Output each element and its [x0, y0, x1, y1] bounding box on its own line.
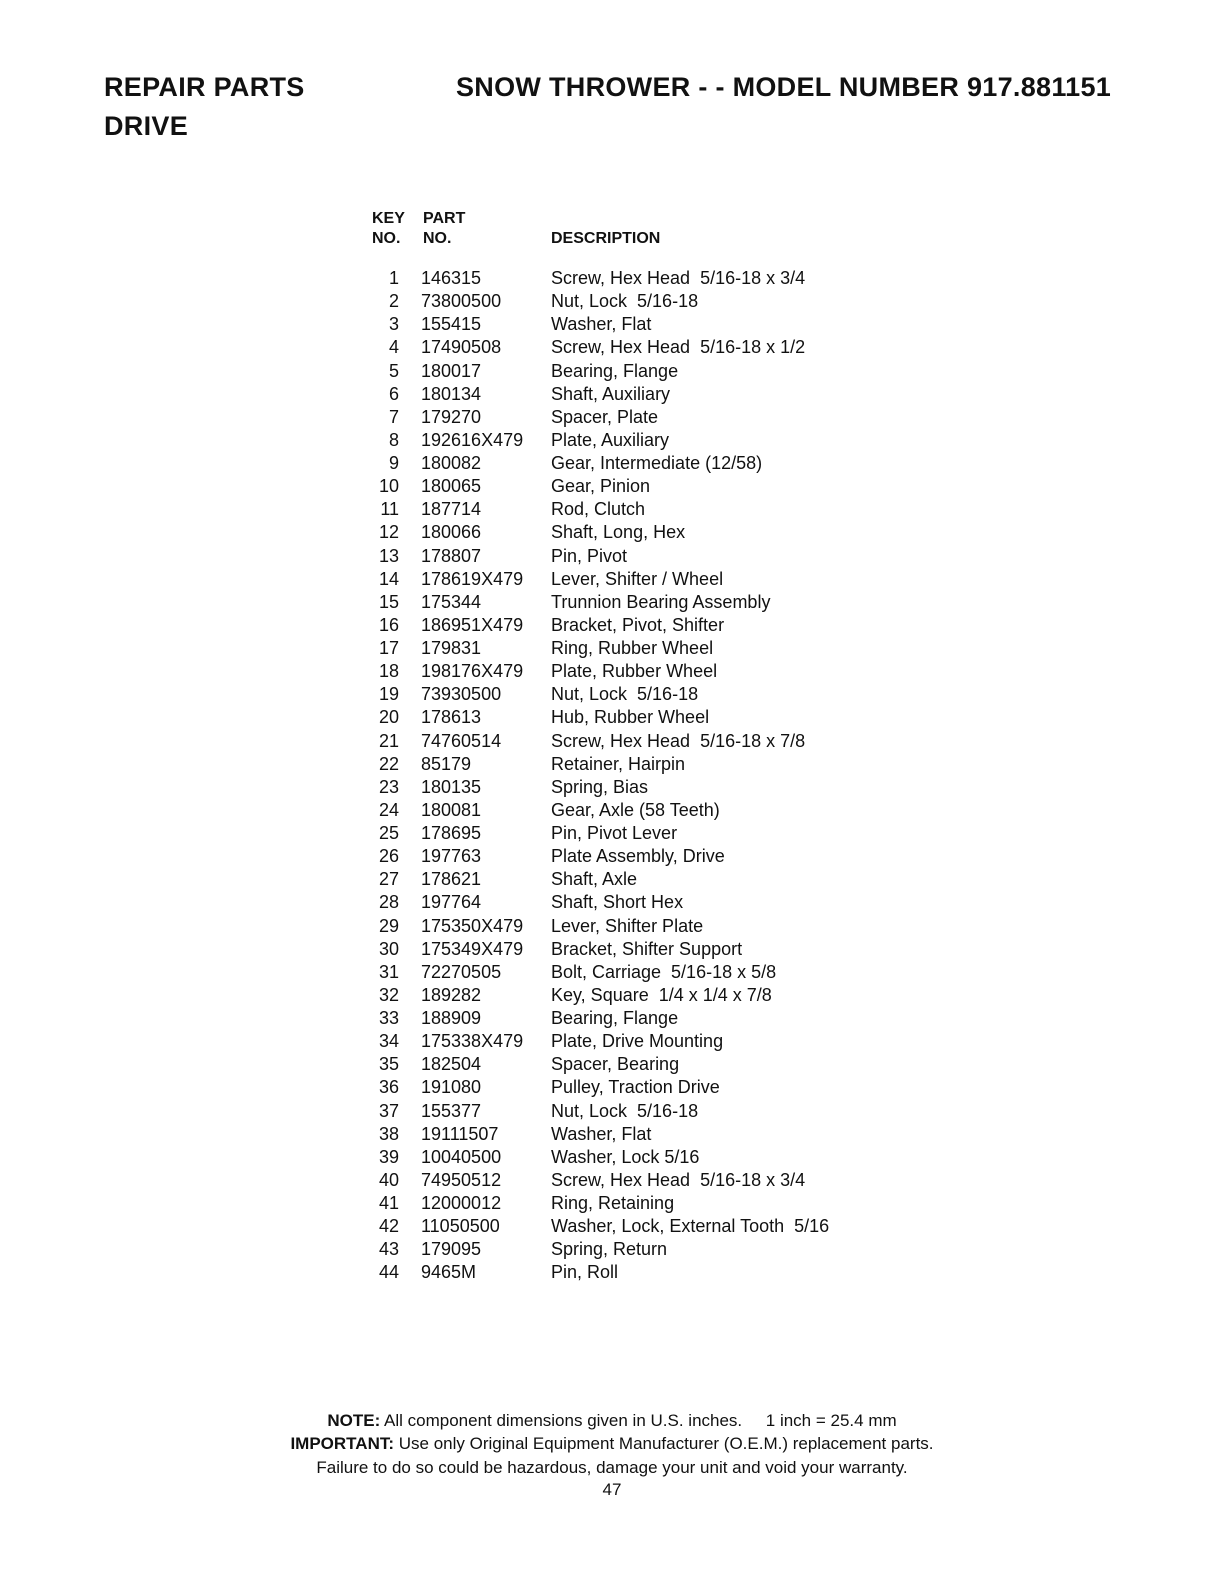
table-row: [368, 799, 888, 822]
part-no-cell: 186951X479: [421, 614, 524, 635]
key-no-cell: 17: [378, 638, 399, 658]
table-row: [368, 1007, 888, 1030]
description-cell: Screw, Hex Head 5/16-18 x 3/4: [551, 268, 806, 288]
parts-table: [368, 267, 888, 1285]
key-no-cell: 19: [378, 684, 399, 705]
key-no-cell: 42: [378, 1216, 399, 1237]
description-cell: Pin, Roll: [551, 1262, 619, 1283]
description-cell: Washer, Flat: [551, 314, 652, 335]
key-no-cell: 20: [378, 707, 399, 728]
description-cell: Washer, Lock, External Tooth 5/16: [551, 1216, 830, 1237]
description-cell: Pulley, Traction Drive: [551, 1077, 720, 1098]
table-row: [368, 730, 888, 753]
key-no-cell: 30: [378, 938, 399, 959]
part-no-cell: 180065: [421, 476, 482, 497]
description-cell: Screw, Hex Head 5/16-18 x 7/8: [551, 730, 806, 751]
key-no-cell: 10: [378, 476, 399, 497]
part-no-cell: 197764: [421, 892, 482, 913]
key-no-cell: 15: [378, 591, 399, 612]
part-no-cell: 11050500: [421, 1216, 500, 1237]
part-no-cell: 178613: [421, 707, 482, 728]
description-cell: Trunnion Bearing Assembly: [551, 591, 771, 612]
key-no-cell: 37: [378, 1100, 399, 1121]
table-row: [368, 1215, 888, 1238]
part-header-top: PART: [423, 210, 466, 227]
key-no-cell: 34: [378, 1031, 399, 1052]
description-cell: Bracket, Shifter Support: [551, 938, 743, 959]
key-no-cell: 16: [378, 614, 399, 635]
table-row: [368, 429, 888, 452]
table-row: [368, 568, 888, 591]
part-no-cell: 175338X479: [421, 1031, 524, 1052]
table-row: [368, 1169, 888, 1192]
part-no-cell: 187714: [421, 499, 482, 520]
table-row: [368, 1030, 888, 1053]
table-row: [368, 660, 888, 683]
table-row: [368, 545, 888, 568]
table-row: [368, 683, 888, 706]
description-cell: Bolt, Carriage 5/16-18 x 5/8: [551, 961, 777, 982]
table-row: [368, 360, 888, 383]
part-no-cell: 182504: [421, 1054, 482, 1075]
table-row: [368, 1123, 888, 1146]
table-row: [368, 406, 888, 429]
description-cell: Gear, Pinion: [551, 476, 651, 497]
description-cell: Pin, Pivot Lever: [551, 823, 678, 843]
part-no-cell: 175350X479: [421, 915, 524, 936]
description-cell: Spacer, Plate: [551, 406, 659, 427]
warning-line: Failure to do so could be hazardous, damage your unit and void your warranty.: [316, 1458, 908, 1477]
part-no-cell: 180135: [421, 776, 482, 797]
description-cell: Spring, Bias: [551, 776, 649, 797]
part-no-cell: 146315: [421, 268, 482, 288]
description-cell: Pin, Pivot: [551, 545, 628, 566]
part-header-bottom: NO.: [423, 230, 452, 247]
description-cell: Lever, Shifter Plate: [551, 915, 704, 936]
note-text: All component dimensions given in U.S. inches. 1 inch = 25.4 mm: [384, 1411, 897, 1430]
part-no-cell: 178695: [421, 823, 482, 843]
part-no-cell: 155415: [421, 314, 482, 335]
description-cell: Retainer, Hairpin: [551, 753, 686, 774]
note-label: NOTE:: [327, 1411, 381, 1430]
part-no-cell: 178807: [421, 545, 482, 566]
table-row: [368, 591, 888, 614]
key-no-column-header: [372, 209, 405, 249]
description-cell: Bracket, Pivot, Shifter: [551, 614, 725, 635]
key-no-cell: 44: [378, 1262, 399, 1283]
key-no-cell: 39: [378, 1146, 399, 1167]
part-no-cell: 197763: [421, 846, 482, 867]
table-row: [368, 1053, 888, 1076]
description-cell: Ring, Rubber Wheel: [551, 638, 714, 658]
part-no-cell: 180066: [421, 522, 482, 543]
key-header-top: KEY: [372, 210, 405, 227]
table-row: [368, 614, 888, 637]
key-header-bottom: NO.: [372, 230, 401, 247]
note-line: [0, 1409, 1224, 1432]
description-cell: Key, Square 1/4 x 1/4 x 7/8: [551, 984, 772, 1005]
description-cell: Nut, Lock 5/16-18: [551, 291, 699, 312]
table-row: [368, 383, 888, 406]
table-row: [368, 1146, 888, 1169]
page-number: 47: [602, 1480, 622, 1499]
section-title: DRIVE: [104, 111, 189, 141]
description-cell: Washer, Flat: [551, 1123, 652, 1144]
table-row: [368, 868, 888, 891]
part-no-cell: 191080: [421, 1077, 482, 1098]
key-no-cell: 8: [388, 429, 399, 450]
table-row: [368, 498, 888, 521]
key-no-cell: 41: [378, 1193, 399, 1213]
description-cell: Rod, Clutch: [551, 499, 646, 520]
part-no-cell: 180082: [421, 453, 482, 473]
part-no-cell: 19111507: [421, 1123, 499, 1144]
part-no-cell: 74950512: [421, 1169, 502, 1190]
description-cell: Nut, Lock 5/16-18: [551, 1100, 699, 1121]
table-row: [368, 1261, 888, 1284]
key-no-cell: 11: [380, 499, 399, 520]
part-no-cell: 179831: [421, 638, 482, 658]
part-no-cell: 12000012: [421, 1193, 502, 1213]
part-no-cell: 188909: [421, 1008, 482, 1028]
key-no-cell: 18: [378, 661, 399, 682]
part-no-cell: 189282: [421, 984, 482, 1005]
key-no-cell: 12: [378, 522, 399, 543]
description-cell: Screw, Hex Head 5/16-18 x 3/4: [551, 1169, 806, 1190]
part-no-cell: 179270: [421, 406, 482, 427]
part-no-cell: 155377: [421, 1100, 482, 1121]
key-no-cell: 27: [378, 869, 399, 890]
description-cell: Washer, Lock 5/16: [551, 1146, 700, 1167]
part-no-cell: 180134: [421, 383, 482, 404]
description-cell: Plate, Auxiliary: [551, 429, 670, 450]
key-no-cell: 33: [378, 1008, 399, 1028]
part-no-cell: 180081: [421, 799, 482, 820]
part-no-cell: 175349X479: [421, 938, 524, 959]
description-cell: Hub, Rubber Wheel: [551, 707, 710, 728]
part-no-cell: 198176X479: [421, 661, 524, 682]
description-cell: Screw, Hex Head 5/16-18 x 1/2: [551, 337, 806, 358]
table-row: [368, 984, 888, 1007]
table-row: [368, 776, 888, 799]
table-row: [368, 1238, 888, 1261]
description-cell: Shaft, Auxiliary: [551, 383, 671, 404]
key-no-cell: 7: [388, 406, 399, 427]
description-cell: Plate, Drive Mounting: [551, 1031, 724, 1052]
table-row: [368, 753, 888, 776]
key-no-cell: 3: [388, 314, 399, 335]
key-no-cell: 1: [388, 268, 399, 288]
description-cell: Gear, Intermediate (12/58): [551, 453, 763, 473]
table-row: [368, 1192, 888, 1215]
key-no-cell: 43: [378, 1239, 399, 1260]
key-no-cell: 21: [378, 730, 399, 751]
key-no-cell: 2: [388, 291, 399, 312]
description-cell: Nut, Lock 5/16-18: [551, 684, 699, 705]
important-text: Use only Original Equipment Manufacturer (O.E.M.) replacement parts.: [398, 1434, 934, 1453]
key-no-cell: 31: [378, 961, 399, 982]
key-no-cell: 35: [378, 1054, 399, 1075]
table-row: [368, 336, 888, 359]
part-no-cell: 192616X479: [421, 429, 524, 450]
key-no-cell: 14: [378, 568, 399, 589]
model-heading: SNOW THROWER - - MODEL NUMBER 917.881151: [456, 72, 1112, 102]
description-cell: Spacer, Bearing: [551, 1054, 680, 1075]
key-no-cell: 9: [388, 453, 399, 473]
part-no-cell: 180017: [421, 360, 482, 381]
key-no-cell: 36: [378, 1077, 399, 1098]
table-row: [368, 290, 888, 313]
part-no-cell: 10040500: [421, 1146, 502, 1167]
table-row: [368, 475, 888, 498]
table-row: [368, 961, 888, 984]
description-cell: Bearing, Flange: [551, 1008, 679, 1028]
part-no-cell: 175344: [421, 591, 482, 612]
table-row: [368, 1100, 888, 1123]
table-row: [368, 521, 888, 544]
table-row: [368, 706, 888, 729]
part-no-cell: 72270505: [421, 961, 502, 982]
description-cell: Lever, Shifter / Wheel: [551, 568, 724, 589]
key-no-cell: 5: [388, 360, 399, 381]
table-row: [368, 267, 888, 290]
description-cell: Plate, Rubber Wheel: [551, 661, 718, 682]
part-no-cell: 17490508: [421, 337, 502, 358]
description-cell: Bearing, Flange: [551, 360, 679, 381]
description-cell: Shaft, Long, Hex: [551, 522, 686, 543]
key-no-cell: 24: [378, 799, 399, 820]
description-cell: Plate Assembly, Drive: [551, 846, 725, 867]
key-no-cell: 32: [378, 984, 399, 1005]
description-cell: Ring, Retaining: [551, 1193, 675, 1213]
table-row: [368, 313, 888, 336]
key-no-cell: 4: [388, 337, 399, 358]
key-no-cell: 6: [388, 383, 399, 404]
part-no-cell: 9465M: [421, 1262, 477, 1283]
description-cell: Gear, Axle (58 Teeth): [551, 799, 720, 820]
key-no-cell: 13: [378, 545, 399, 566]
table-row: [368, 938, 888, 961]
key-no-cell: 29: [378, 915, 399, 936]
part-no-column-header: [423, 209, 465, 249]
part-no-cell: 179095: [421, 1239, 482, 1260]
important-label: IMPORTANT:: [290, 1434, 395, 1453]
key-no-cell: 38: [378, 1123, 399, 1144]
key-no-cell: 40: [378, 1169, 399, 1190]
part-no-cell: 74760514: [421, 730, 502, 751]
table-row: [368, 1076, 888, 1099]
part-no-cell: 85179: [421, 753, 472, 774]
table-row: [368, 891, 888, 914]
table-row: [368, 822, 888, 845]
key-no-cell: 26: [378, 846, 399, 867]
table-row: [368, 637, 888, 660]
repair-parts-heading: REPAIR PARTS: [104, 72, 305, 102]
part-no-cell: 178619X479: [421, 568, 524, 589]
key-no-cell: 22: [378, 753, 399, 774]
description-cell: Spring, Return: [551, 1239, 668, 1260]
part-no-cell: 73800500: [421, 291, 502, 312]
description-cell: Shaft, Short Hex: [551, 892, 684, 913]
table-row: [368, 915, 888, 938]
description-column-header: DESCRIPTION: [551, 230, 661, 247]
key-no-cell: 23: [378, 776, 399, 797]
part-no-cell: 73930500: [421, 684, 502, 705]
key-no-cell: 25: [378, 823, 399, 843]
important-line: [0, 1432, 1224, 1455]
part-no-cell: 178621: [421, 869, 482, 890]
table-row: [368, 452, 888, 475]
description-cell: Shaft, Axle: [551, 869, 638, 890]
key-no-cell: 28: [378, 892, 399, 913]
table-row: [368, 845, 888, 868]
